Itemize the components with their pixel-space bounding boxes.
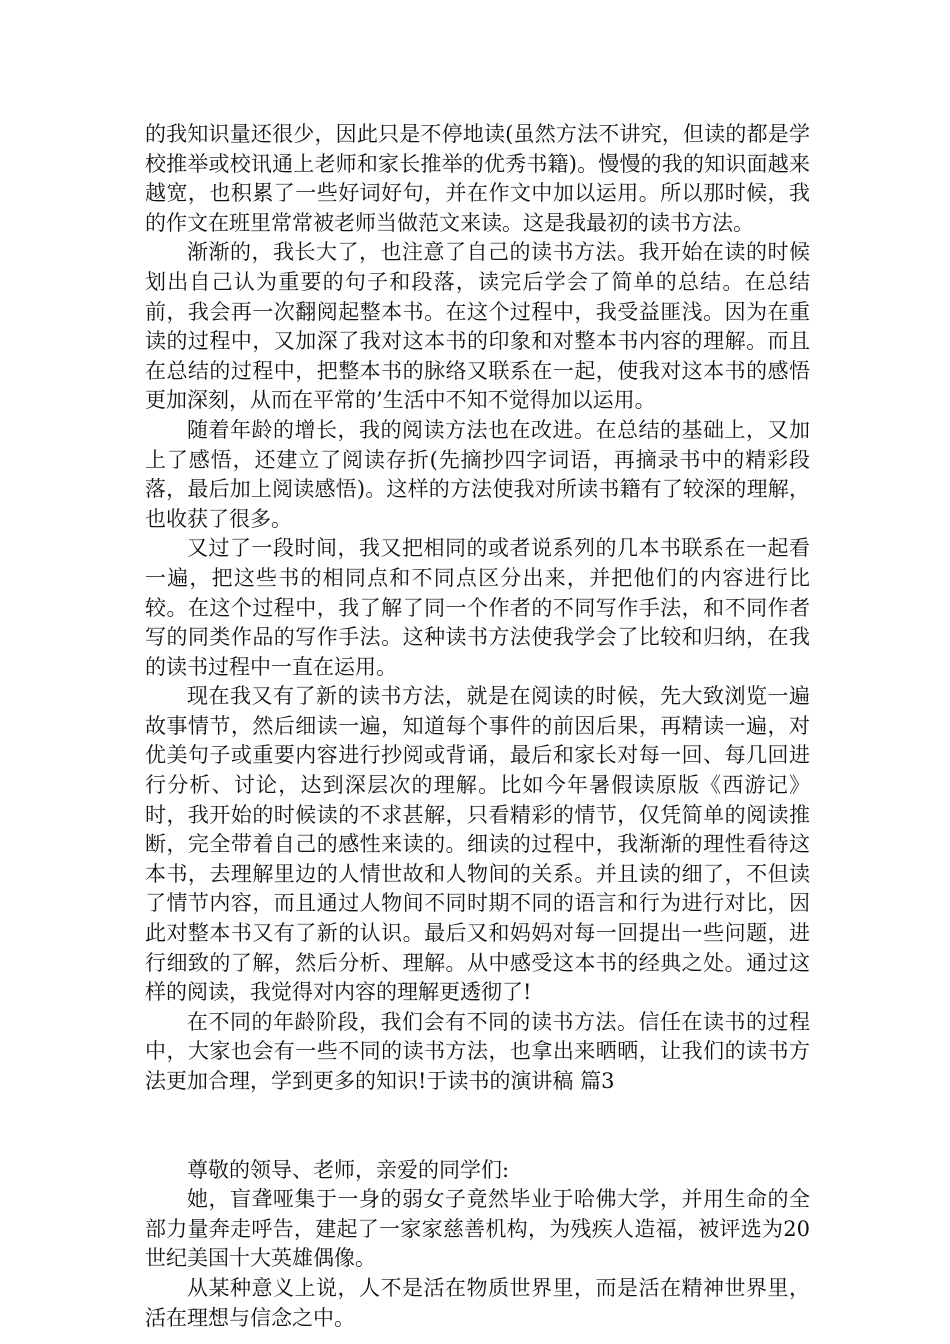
paragraph-continued: 的我知识量还很少，因此只是不停地读(虽然方法不讲究，但读的都是学校推举或校讯通上老师和家长推举的优秀书籍)。慢慢的我的知识面越来越宽，也积累了一些好词好句，并在作文中加以运用。所以那时候，我的作文在班里常常被老师当做范文来读。这是我最初的读书方法。: [145, 122, 810, 235]
paragraph: 又过了一段时间，我又把相同的或者说系列的几本书联系在一起看一遍，把这些书的相同点和不同点区分出来，并把他们的内容进行比较。在这个过程中，我了解了同一个作者的不同写作手法，和不同作者写的同类作品的写作手法。这种读书方法使我学会了比较和归纳，在我的读书过程中一直在运用。: [145, 536, 810, 679]
paragraph: 她，盲聋哑集于一身的弱女子竟然毕业于哈佛大学，并用生命的全部力量奔走呼告，建起了一家家慈善机构，为残疾人造福，被评选为20世纪美国十大英雄偶像。: [145, 1187, 810, 1271]
paragraph-with-section-heading: 在不同的年龄阶段，我们会有不同的读书方法。信任在读书的过程中，大家也会有一些不同的读书方法，也拿出来晒晒，让我们的读书方法更加合理，学到更多的知识!于读书的演讲稿 篇3: [145, 1009, 810, 1093]
section-spacer: [145, 1097, 810, 1156]
paragraph: 随着年龄的增长，我的阅读方法也在改进。在总结的基础上，又加上了感悟，还建立了阅读存折(先摘抄四字词语，再摘录书中的精彩段落，最后加上阅读感悟)。这样的方法使我对所读书籍有了较深的理解，也收获了很多。: [145, 417, 810, 531]
paragraph: 从某种意义上说，人不是活在物质世界里，而是活在精神世界里，活在理想与信念之中。: [145, 1275, 810, 1330]
document-body: [145, 120, 810, 1333]
salutation: 尊敬的领导、老师，亲爱的同学们:: [187, 1157, 510, 1182]
paragraph: 现在我又有了新的读书方法，就是在阅读的时候，先大致浏览一遍故事情节，然后细读一遍，知道每个事件的前因后果，再精读一遍，对优美句子或重要内容进行抄阅或背诵，最后和家长对每一回、每几回进行分析、讨论，达到深层次的理解。比如今年暑假读原版《西游记》时，我开始的时候读的不求甚解，只看精彩的情节，仅凭简单的阅读推断，完全带着自己的感性来读的。细读的过程中，我渐渐的理性看待这本书，去理解里边的人情世故和人物间的关系。并且读的细了，不但读了情节内容，而且通过人物间不同时期不同的语言和行为进行对比，因此对整本书又有了新的认识。最后又和妈妈对每一回提出一些问题，进行细致的了解，然后分析、理解。从中感受这本书的经典之处。通过这样的阅读，我觉得对内容的理解更透彻了!: [145, 684, 810, 1005]
paragraph: 渐渐的，我长大了，也注意了自己的读书方法。我开始在读的时候划出自己认为重要的句子和段落，读完后学会了简单的总结。在总结前，我会再一次翻阅起整本书。在这个过程中，我受益匪浅。因为在重读的过程中，又加深了我对这本书的印象和对整本书内容的理解。而且在总结的过程中，把整本书的脉络又联系在一起，使我对这本书的感悟更加深刻，从而在平常的’生活中不知不觉得加以运用。: [145, 240, 810, 413]
